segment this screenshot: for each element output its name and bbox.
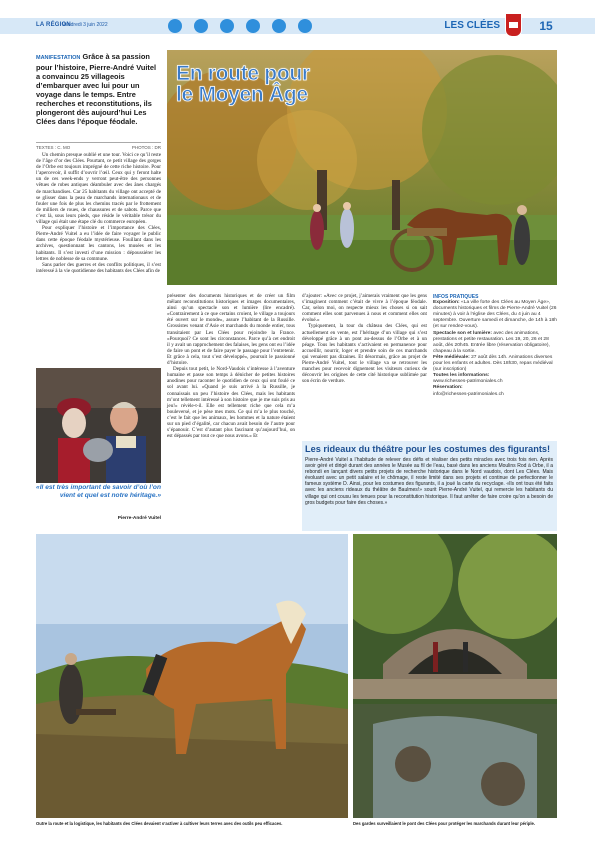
headline: [176, 63, 310, 105]
article-column-2: [167, 293, 295, 439]
photo-horse-plough: [36, 534, 348, 818]
article-paragraph: Typiquement, la tour du château des Clées, qui est actuellement en vente, est l’héritage d’un village qui s’est développé grâce à un pont au-dessus de l’Orbe et à un péage. Tous les habitants s’activaient en permanence pour accueillir, nourrir, loger et prendre soin de ces marchands qui venaient pas dizaines. Et désormais, grâce au projet de Pierre-André Vuitel, tout le village va se retrouver les manches pour recevoir dignement les visiteurs curieux de découvrir les origines de cette cité historique sublimée par son écrin de verdure.: [302, 323, 427, 385]
info-spectacle: [433, 331, 558, 355]
article-paragraph: Un chemin presque oublié et une tour. Voici ce qu’il reste de l’âge d’or des Clées. Pourtant, ce petit village des gorges de l’Orbe est toujours imprégné de cette riche histoire. Pour l’apercevoir, il suffit d’ouvrir l’œil. Ceux qui y feront halte un de ces week-ends y verront peut-être des personnes vêtues de robes antiques déambuler avec des ânes chargés de marchandises. Car 25 habitants du village ont accepté de se glisser dans la peau de marchands internationaux et de fouler une fois de plus les chemins tracés par le frottement de milliers de roues, de chaussures et de sabots. Parce que c’est là, sous leurs pieds, que réside le véritable trésor du village qui était une étape clé du commerce européen.: [36, 152, 161, 226]
practical-info: [433, 294, 558, 398]
article-paragraph: Sans parler des guerres et des conflits politiques, il s’est intéressé à la vie quotidienne des habitants des Clées afin de: [36, 261, 161, 274]
intro-lead: [36, 52, 161, 126]
intro-lead-text: Grâce à sa passion pour l’histoire, Pierre-André Vuitel a convaincu 25 villageois d’embarquer avec lui pour un voyage dans le temps. Entre recherches et reconstitutions, ils plongeront dès aujourd’hui Les Clées dans l’époque féodale.: [36, 52, 157, 126]
caption-right: Des gardes surveillaient le pont des Clées pour protéger les marchands durant leur périple.: [353, 821, 535, 826]
page-number: 15: [539, 19, 553, 33]
article-paragraph: Pour expliquer l’histoire et l’importance des Clées, Pierre-André Vuitel a eu l’idée de faire voyager le public dans cette époque féodale mystérieuse. Fouillant dans les archives, questionnant les cantons, les musées et les habitants. Il s’est investi d’une mission : dépoussiérer les lettres de noblesse de sa commune.: [36, 225, 161, 262]
info-website-link[interactable]: www.richesses-patrimoniales.ch: [433, 379, 503, 385]
sidebar-box-title: Les rideaux du théâtre pour les costumes des figurants!: [305, 444, 551, 454]
issue-date: Vendredi 3 juin 2022: [62, 22, 108, 28]
info-fete: [433, 355, 558, 373]
intro-kicker: MANIFESTATION: [36, 55, 81, 61]
article-column-1: [36, 152, 161, 274]
info-exposition: [433, 300, 558, 330]
coat-of-arms-icon: [505, 13, 522, 37]
info-label: Fête médiévale:: [433, 354, 470, 360]
pull-quote: «Il est très important de savoir d’où l’on vient et quel est notre héritage.»: [36, 484, 161, 499]
info-title: INFOS PRATIQUES: [433, 294, 479, 300]
info-text: «La ville forte des Clées au Moyen Âge», documents historiques et films de Pierre-André Vuitel (26 minutes) à voir à l’église des Clées, du 4 juin au 4 septembre. Ouverture samedi et dimanche, de 14h à 18h (et sur rendez-vous).: [433, 300, 557, 330]
credits-text: TEXTES : C. MO: [36, 145, 71, 150]
headline-line-1: En route pour: [176, 62, 310, 85]
credits: [36, 142, 161, 150]
section-title: LES CLÉES: [444, 20, 500, 31]
article-column-3: [302, 293, 427, 384]
pull-quote-author: Pierre-André Vuitel: [117, 516, 161, 521]
info-label: Réservation:: [433, 385, 463, 391]
info-email-link[interactable]: info@richesses-patrimoniales.ch: [433, 391, 504, 397]
photo-bridge-guards: [353, 534, 557, 818]
publication-name: LA RÉGION: [36, 22, 71, 28]
info-label: Toutes les informations:: [433, 373, 490, 379]
info-label: Spectacle son et lumière:: [433, 330, 492, 336]
info-text: avec des animations, prestations et petite restauration. Les 19, 20, 26 et 28 août, dès 20h45. Entrée libre (réservation obligatoire), chapeau à la sortie.: [433, 330, 550, 354]
article-paragraph: présenter des documents historiques et de créer un film mêlant reconstitutions historiques et images documentaires, ainsi qu’un spectacle son et lumière (lire encadré). «Contrairement à ce que certains croient, le village a toujours été ouvert sur le monde», assure l’habitant de la Russille. Grossistes venant d’Asie et marchands du monde entier, tous transitaient par Les Clées pour rejoindre la France. «Pourquoi? Ce sont les circonstances. Parce qu’à cet endroit il y avait un rapprochement des falaises, les gens ont eu l’idée de faire un pont et de faire payer le passage pour l’entretenir. Et grâce à cela, tout s’est développé», poursuit le passionné d’histoire.: [167, 293, 295, 367]
headline-line-2: le Moyen Âge: [176, 83, 308, 106]
article-paragraph: Depuis tout petit, le Nord-Vaudois s’intéresse à l’aventure humaine et passe son temps à dénicher de petites histoires anodines pour raconter le quotidien de ceux qui ont foulé ce sol avant lui. «Quand je suis arrivé à la Russille, je connaissais un peu l’histoire des Clées, mais les habitants m’ont tellement intéressé à son histoire que je me suis pris au jeu!» révèle-t-il. Elle est tellement riche que cela m’a bouleversé, et je pèse mes mots. Ce qui m’a le plus touché, c’est le fait que les animaux, les hommes et la nature étaient sur un pied d’égalité, car chacun avait besoin de l’autre pour s’épanouir. C’est d’autant plus fascinant qu’aujourd’hui, on est dépassés par tout ce que nous avons.» Et: [167, 366, 295, 440]
article-paragraph: d’ajouter: «Avec ce projet, j’aimerais vraiment que les gens s’imaginent comment c’était de vivre à l’époque féodale. Car, selon moi, on respecte mieux les choses si on sait comment elles sont parvenues à nous et comment elles ont évolué.»: [302, 293, 427, 324]
credits-photos: PHOTOS : DR: [131, 145, 161, 150]
caption-left: Outre la route et la logistique, les habitants des Clées devaient s’activer à cultiver leurs terres avec des outils peu efficaces.: [36, 821, 283, 826]
info-label: Exposition:: [433, 300, 460, 306]
info-text: 27 août dès 14h. Animations diverses pour les enfants et adultes. Dès 18h30, repas médiéval (sur inscription): [433, 354, 553, 373]
sidebar-box-body: Pierre-André Vuitel a l’habitude de relever des défis et réaliser des petits miracles avec trois fois rien. Après avoir géré et dirigé durant des années le Musée au fil de l’eau, basé dans les anciens Moulins Rod à Orbe, il a rebondi en lançant divers petits projets de recherche historique dans le Nord vaudois, dont Les Clées. Mais évoluant avec un petit salaire et le chômage, il reste limité dans ses projets et continue de perfectionner le fameux système D. Ainsi, pour les costumes des figurants, il a joué la carte du recyclage. «Ils ont tous été faits avec les anciens rideaux du théâtre de Baulmes!» sourit Pierre-André Vuitel, qui remercie les habitants du village qui ont cousu les tenues pour la reconstitution historique. Il faut arrêter de faire croire qu’on a besoin de gros budgets pour faire des choses.»: [305, 457, 553, 506]
portrait-photo: [36, 368, 161, 483]
